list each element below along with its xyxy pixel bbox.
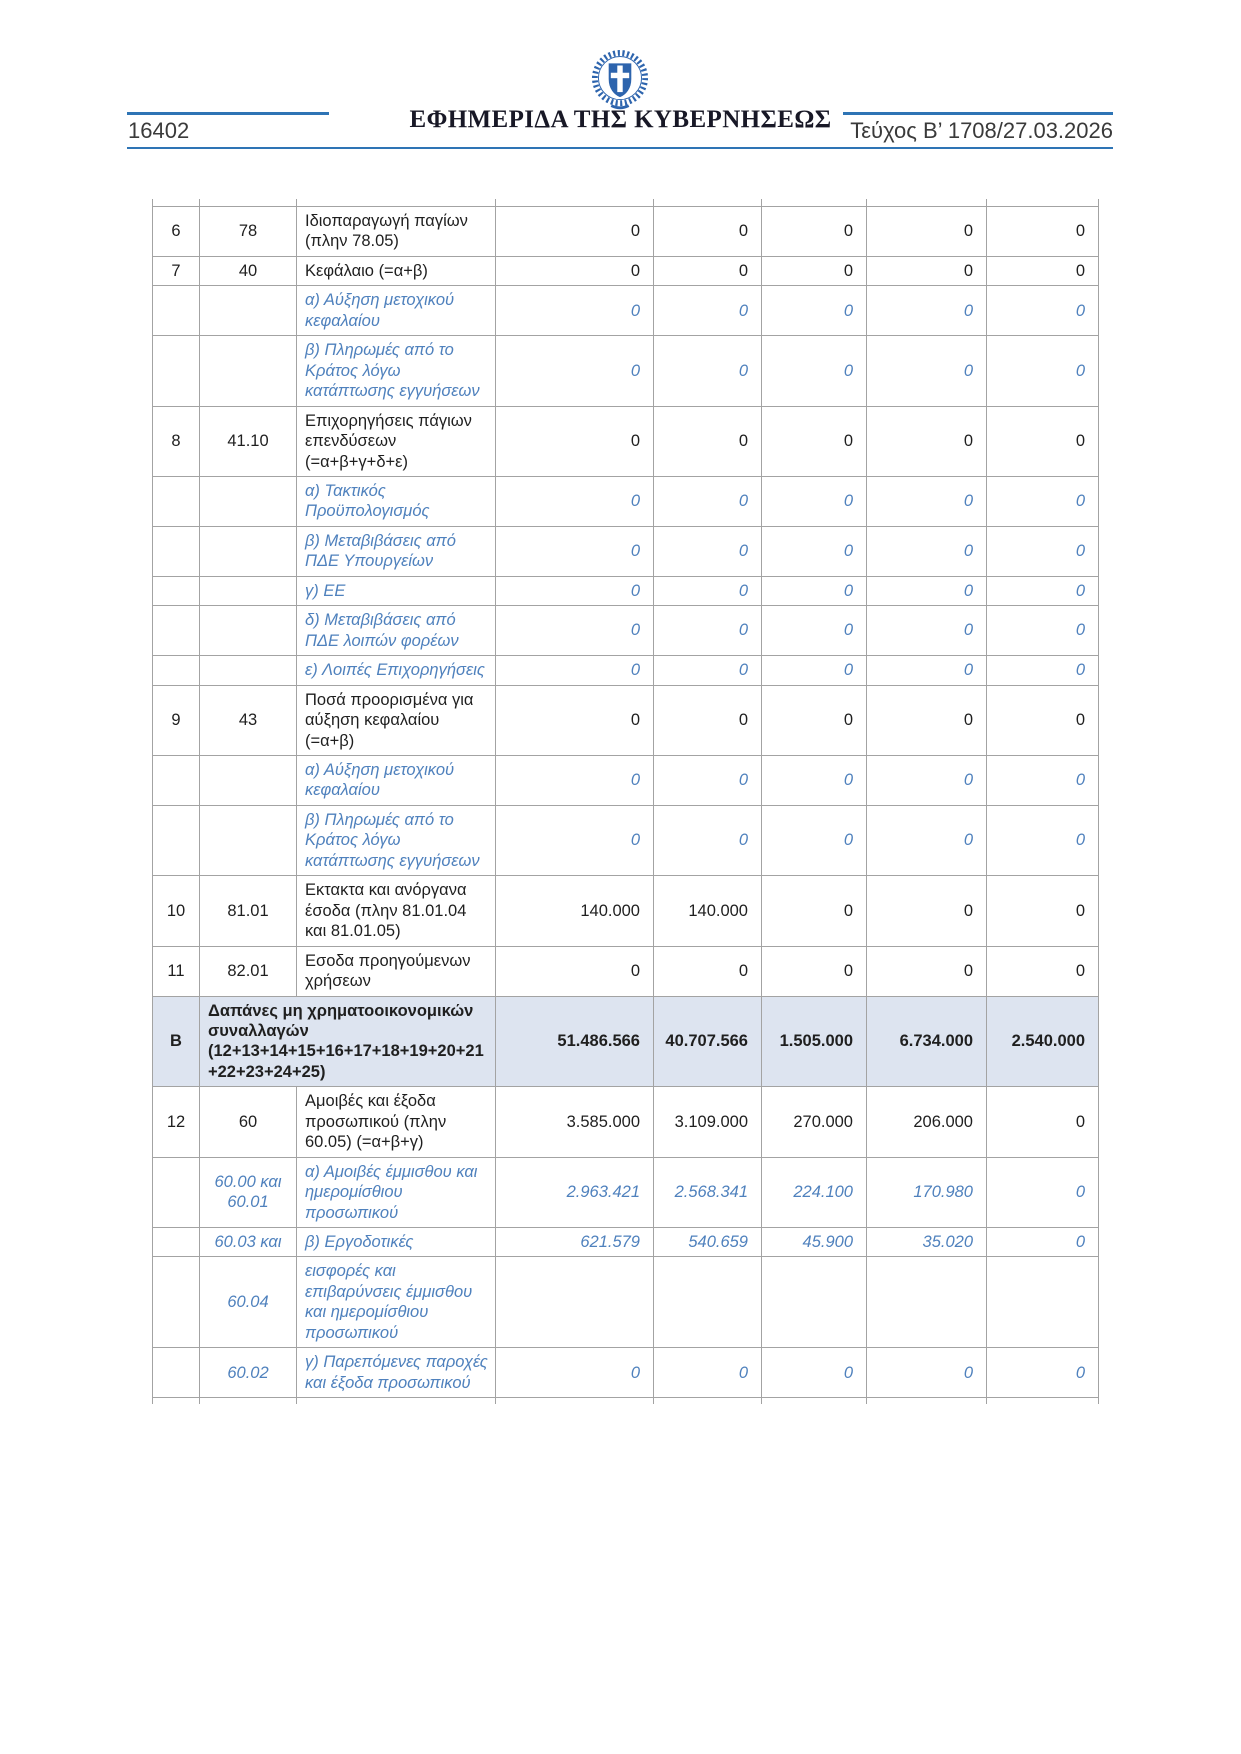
cell-value-3: 0 bbox=[762, 256, 867, 285]
table-row bbox=[153, 286, 1099, 336]
cell-account-code: 60.02 bbox=[200, 1348, 297, 1398]
empty-cut-cell bbox=[200, 1398, 297, 1405]
cell-account-code: 82.01 bbox=[200, 946, 297, 996]
cell-value-4: 170.980 bbox=[867, 1157, 987, 1227]
cell-value-2: 0 bbox=[654, 606, 762, 656]
row-cut-by-page-bottom bbox=[153, 1398, 1099, 1405]
cell-account-code: 81.01 bbox=[200, 876, 297, 946]
cell-value-5: 0 bbox=[987, 606, 1099, 656]
cell-value-3: 0 bbox=[762, 406, 867, 476]
cell-account-code bbox=[200, 526, 297, 576]
cell-value-3: 0 bbox=[762, 576, 867, 605]
cell-account-code: 43 bbox=[200, 685, 297, 755]
table-row bbox=[153, 336, 1099, 406]
table-row bbox=[153, 996, 1099, 1087]
cell-value-4: 0 bbox=[867, 1348, 987, 1398]
cell-value-1: 621.579 bbox=[496, 1228, 654, 1257]
cell-value-4: 6.734.000 bbox=[867, 996, 987, 1087]
cell-account-code: 60.04 bbox=[200, 1257, 297, 1348]
cell-value-2: 0 bbox=[654, 286, 762, 336]
cell-value-1: 2.963.421 bbox=[496, 1157, 654, 1227]
page-number: 16402 bbox=[128, 118, 190, 143]
cell-value-1 bbox=[496, 1257, 654, 1348]
cell-value-2: 0 bbox=[654, 476, 762, 526]
table-row bbox=[153, 1257, 1099, 1348]
cell-value-2: 0 bbox=[654, 526, 762, 576]
cell-value-1: 0 bbox=[496, 476, 654, 526]
row-cut-by-page-top bbox=[153, 199, 1099, 207]
cell-value-5: 0 bbox=[987, 946, 1099, 996]
table-row bbox=[153, 685, 1099, 755]
cell-description: α) Αύξηση μετοχικού κεφαλαίου bbox=[297, 286, 496, 336]
cell-value-1: 0 bbox=[496, 207, 654, 257]
cell-description: Εκτακτα και ανόργανα έσοδα (πλην 81.01.04 και 81.01.05) bbox=[297, 876, 496, 946]
cell-description: β) Πληρωμές από το Κράτος λόγω κατάπτωσης εγγυήσεων bbox=[297, 336, 496, 406]
table-row bbox=[153, 1087, 1099, 1157]
table-row bbox=[153, 755, 1099, 805]
cell-value-1: 0 bbox=[496, 1348, 654, 1398]
cell-value-2: 0 bbox=[654, 656, 762, 685]
cell-description: δ) Μεταβιβάσεις από ΠΔΕ λοιπών φορέων bbox=[297, 606, 496, 656]
table-row bbox=[153, 576, 1099, 605]
cell-value-1: 0 bbox=[496, 336, 654, 406]
cell-value-5: 0 bbox=[987, 286, 1099, 336]
cell-account-code: 78 bbox=[200, 207, 297, 257]
header-rule-full bbox=[127, 147, 1113, 149]
cell-value-4: 0 bbox=[867, 576, 987, 605]
cell-value-5: 0 bbox=[987, 476, 1099, 526]
cell-value-3: 224.100 bbox=[762, 1157, 867, 1227]
cell-value-2: 0 bbox=[654, 256, 762, 285]
empty-cut-cell bbox=[200, 199, 297, 207]
cell-account-code: 60 bbox=[200, 1087, 297, 1157]
empty-cut-cell bbox=[762, 199, 867, 207]
cell-value-3 bbox=[762, 1257, 867, 1348]
cell-row-number bbox=[153, 1257, 200, 1348]
cell-value-5: 0 bbox=[987, 207, 1099, 257]
cell-value-2: 0 bbox=[654, 755, 762, 805]
cell-value-4: 0 bbox=[867, 526, 987, 576]
cell-account-code bbox=[200, 656, 297, 685]
cell-description: Δαπάνες μη χρηματοοικονομικών συναλλαγών (12+13+14+15+16+17+18+19+20+21+22+23+24+25) bbox=[200, 996, 496, 1087]
cell-value-3: 0 bbox=[762, 286, 867, 336]
cell-account-code: 60.03 και bbox=[200, 1228, 297, 1257]
cell-row-number: 11 bbox=[153, 946, 200, 996]
cell-account-code bbox=[200, 805, 297, 875]
empty-cut-cell bbox=[496, 199, 654, 207]
cell-value-3: 0 bbox=[762, 685, 867, 755]
cell-row-number bbox=[153, 755, 200, 805]
empty-cut-cell bbox=[654, 1398, 762, 1405]
cell-value-3: 0 bbox=[762, 946, 867, 996]
cell-value-1: 0 bbox=[496, 755, 654, 805]
cell-account-code bbox=[200, 286, 297, 336]
cell-value-5: 0 bbox=[987, 656, 1099, 685]
cell-value-4: 0 bbox=[867, 286, 987, 336]
empty-cut-cell bbox=[867, 199, 987, 207]
cell-value-5: 0 bbox=[987, 1087, 1099, 1157]
empty-cut-cell bbox=[153, 1398, 200, 1405]
cell-value-3: 0 bbox=[762, 207, 867, 257]
cell-row-number bbox=[153, 286, 200, 336]
cell-description: α) Τακτικός Προϋπολογισμός bbox=[297, 476, 496, 526]
cell-value-2: 540.659 bbox=[654, 1228, 762, 1257]
cell-description: Επιχορηγήσεις πάγιων επενδύσεων (=α+β+γ+δ+ε) bbox=[297, 406, 496, 476]
cell-value-2: 0 bbox=[654, 207, 762, 257]
cell-value-3: 0 bbox=[762, 755, 867, 805]
table-row bbox=[153, 256, 1099, 285]
table-row bbox=[153, 1228, 1099, 1257]
cell-description: γ) Παρεπόμενες παροχές και έξοδα προσωπικού bbox=[297, 1348, 496, 1398]
cell-value-2: 0 bbox=[654, 685, 762, 755]
table-row bbox=[153, 805, 1099, 875]
cell-account-code: 41.10 bbox=[200, 406, 297, 476]
cell-value-2: 140.000 bbox=[654, 876, 762, 946]
cell-value-4: 0 bbox=[867, 876, 987, 946]
cell-value-1: 51.486.566 bbox=[496, 996, 654, 1087]
cell-value-2 bbox=[654, 1257, 762, 1348]
cell-row-number: 7 bbox=[153, 256, 200, 285]
budget-table-body bbox=[153, 199, 1099, 1404]
cell-description: α) Αμοιβές έμμισθου και ημερομίσθιου προσωπικού bbox=[297, 1157, 496, 1227]
cell-value-3: 0 bbox=[762, 1348, 867, 1398]
cell-value-4 bbox=[867, 1257, 987, 1348]
cell-value-1: 0 bbox=[496, 576, 654, 605]
empty-cut-cell bbox=[297, 1398, 496, 1405]
cell-value-3: 0 bbox=[762, 476, 867, 526]
cell-value-5: 0 bbox=[987, 1348, 1099, 1398]
cell-value-3: 0 bbox=[762, 656, 867, 685]
greek-national-emblem-icon bbox=[591, 48, 649, 112]
cell-value-2: 0 bbox=[654, 946, 762, 996]
empty-cut-cell bbox=[153, 199, 200, 207]
cell-row-number: 10 bbox=[153, 876, 200, 946]
cell-description: γ) ΕΕ bbox=[297, 576, 496, 605]
cell-description: Εσοδα προηγούμενων χρήσεων bbox=[297, 946, 496, 996]
cell-value-5: 0 bbox=[987, 1157, 1099, 1227]
cell-value-5: 0 bbox=[987, 755, 1099, 805]
cell-value-5: 0 bbox=[987, 576, 1099, 605]
cell-row-number: 8 bbox=[153, 406, 200, 476]
cell-value-5: 0 bbox=[987, 1228, 1099, 1257]
cell-value-3: 270.000 bbox=[762, 1087, 867, 1157]
table-row bbox=[153, 476, 1099, 526]
table-row bbox=[153, 526, 1099, 576]
cell-value-5: 0 bbox=[987, 526, 1099, 576]
table-row bbox=[153, 606, 1099, 656]
cell-value-5: 0 bbox=[987, 256, 1099, 285]
cell-value-5: 2.540.000 bbox=[987, 996, 1099, 1087]
cell-account-code bbox=[200, 755, 297, 805]
cell-value-2: 0 bbox=[654, 406, 762, 476]
issue-label: Τεύχος Β’ 1708/27.03.2026 bbox=[850, 118, 1113, 143]
cell-value-1: 0 bbox=[496, 656, 654, 685]
cell-value-5: 0 bbox=[987, 876, 1099, 946]
cell-value-4: 0 bbox=[867, 336, 987, 406]
cell-value-4: 0 bbox=[867, 805, 987, 875]
header-rule-left bbox=[127, 112, 329, 115]
table-row bbox=[153, 1157, 1099, 1227]
cell-row-number bbox=[153, 1157, 200, 1227]
cell-value-5 bbox=[987, 1257, 1099, 1348]
cell-value-1: 0 bbox=[496, 606, 654, 656]
cell-value-3: 0 bbox=[762, 876, 867, 946]
empty-cut-cell bbox=[987, 1398, 1099, 1405]
cell-value-4: 0 bbox=[867, 606, 987, 656]
cell-value-4: 0 bbox=[867, 256, 987, 285]
cell-value-5: 0 bbox=[987, 336, 1099, 406]
cell-value-1: 0 bbox=[496, 406, 654, 476]
cell-row-number: 6 bbox=[153, 207, 200, 257]
cell-value-2: 2.568.341 bbox=[654, 1157, 762, 1227]
cell-value-1: 0 bbox=[496, 805, 654, 875]
cell-account-code bbox=[200, 606, 297, 656]
cell-value-1: 0 bbox=[496, 286, 654, 336]
cell-value-4: 0 bbox=[867, 946, 987, 996]
cell-value-1: 3.585.000 bbox=[496, 1087, 654, 1157]
cell-value-2: 0 bbox=[654, 1348, 762, 1398]
cell-account-code bbox=[200, 576, 297, 605]
cell-value-4: 206.000 bbox=[867, 1087, 987, 1157]
cell-account-code: 40 bbox=[200, 256, 297, 285]
cell-value-4: 0 bbox=[867, 406, 987, 476]
cell-value-3: 0 bbox=[762, 805, 867, 875]
cell-value-4: 0 bbox=[867, 755, 987, 805]
budget-table bbox=[152, 199, 1099, 1404]
cell-value-4: 0 bbox=[867, 685, 987, 755]
cell-row-number bbox=[153, 526, 200, 576]
cell-row-number bbox=[153, 1228, 200, 1257]
table-row bbox=[153, 946, 1099, 996]
cell-description: β) Πληρωμές από το Κράτος λόγω κατάπτωσης εγγυήσεων bbox=[297, 805, 496, 875]
empty-cut-cell bbox=[297, 199, 496, 207]
cell-value-2: 3.109.000 bbox=[654, 1087, 762, 1157]
cell-description: Κεφάλαιο (=α+β) bbox=[297, 256, 496, 285]
cell-description: εισφορές και επιβαρύνσεις έμμισθου και ημερομίσθιου προσωπικού bbox=[297, 1257, 496, 1348]
empty-cut-cell bbox=[496, 1398, 654, 1405]
masthead-title: ΕΦΗΜΕΡΙΔΑ ΤΗΣ ΚΥΒΕΡΝΗΣΕΩΣ bbox=[409, 106, 832, 133]
cell-value-5: 0 bbox=[987, 685, 1099, 755]
empty-cut-cell bbox=[762, 1398, 867, 1405]
cell-account-code bbox=[200, 336, 297, 406]
cell-description: Ποσά προορισμένα για αύξηση κεφαλαίου (=α+β) bbox=[297, 685, 496, 755]
cell-row-number bbox=[153, 576, 200, 605]
cell-value-3: 45.900 bbox=[762, 1228, 867, 1257]
cell-value-4: 35.020 bbox=[867, 1228, 987, 1257]
cell-value-4: 0 bbox=[867, 476, 987, 526]
cell-account-code bbox=[200, 476, 297, 526]
cell-value-4: 0 bbox=[867, 207, 987, 257]
cell-row-number: 9 bbox=[153, 685, 200, 755]
cell-value-3: 0 bbox=[762, 336, 867, 406]
cell-row-number bbox=[153, 656, 200, 685]
cell-description: Αμοιβές και έξοδα προσωπικού (πλην 60.05) (=α+β+γ) bbox=[297, 1087, 496, 1157]
cell-value-5: 0 bbox=[987, 805, 1099, 875]
cell-value-1: 0 bbox=[496, 685, 654, 755]
cell-account-code: 60.00 και 60.01 bbox=[200, 1157, 297, 1227]
empty-cut-cell bbox=[654, 199, 762, 207]
cell-row-number bbox=[153, 476, 200, 526]
cell-description: α) Αύξηση μετοχικού κεφαλαίου bbox=[297, 755, 496, 805]
empty-cut-cell bbox=[867, 1398, 987, 1405]
cell-value-3: 1.505.000 bbox=[762, 996, 867, 1087]
cell-row-number bbox=[153, 805, 200, 875]
cell-row-number bbox=[153, 1348, 200, 1398]
cell-row-number: 12 bbox=[153, 1087, 200, 1157]
header-rule-right bbox=[843, 112, 1113, 115]
table-row bbox=[153, 876, 1099, 946]
cell-value-2: 0 bbox=[654, 805, 762, 875]
cell-row-number bbox=[153, 606, 200, 656]
table-row bbox=[153, 207, 1099, 257]
cell-row-number: Β bbox=[153, 996, 200, 1087]
cell-row-number bbox=[153, 336, 200, 406]
table-row bbox=[153, 406, 1099, 476]
cell-description: Ιδιοπαραγωγή παγίων (πλην 78.05) bbox=[297, 207, 496, 257]
cell-value-4: 0 bbox=[867, 656, 987, 685]
cell-value-5: 0 bbox=[987, 406, 1099, 476]
cell-value-2: 0 bbox=[654, 576, 762, 605]
cell-value-1: 0 bbox=[496, 946, 654, 996]
cell-description: β) Εργοδοτικές bbox=[297, 1228, 496, 1257]
cell-value-1: 0 bbox=[496, 526, 654, 576]
cell-value-2: 40.707.566 bbox=[654, 996, 762, 1087]
cell-value-3: 0 bbox=[762, 526, 867, 576]
cell-description: β) Μεταβιβάσεις από ΠΔΕ Υπουργείων bbox=[297, 526, 496, 576]
cell-description: ε) Λοιπές Επιχορηγήσεις bbox=[297, 656, 496, 685]
cell-value-1: 140.000 bbox=[496, 876, 654, 946]
empty-cut-cell bbox=[987, 199, 1099, 207]
cell-value-1: 0 bbox=[496, 256, 654, 285]
cell-value-2: 0 bbox=[654, 336, 762, 406]
cell-value-3: 0 bbox=[762, 606, 867, 656]
table-row bbox=[153, 656, 1099, 685]
table-row bbox=[153, 1348, 1099, 1398]
